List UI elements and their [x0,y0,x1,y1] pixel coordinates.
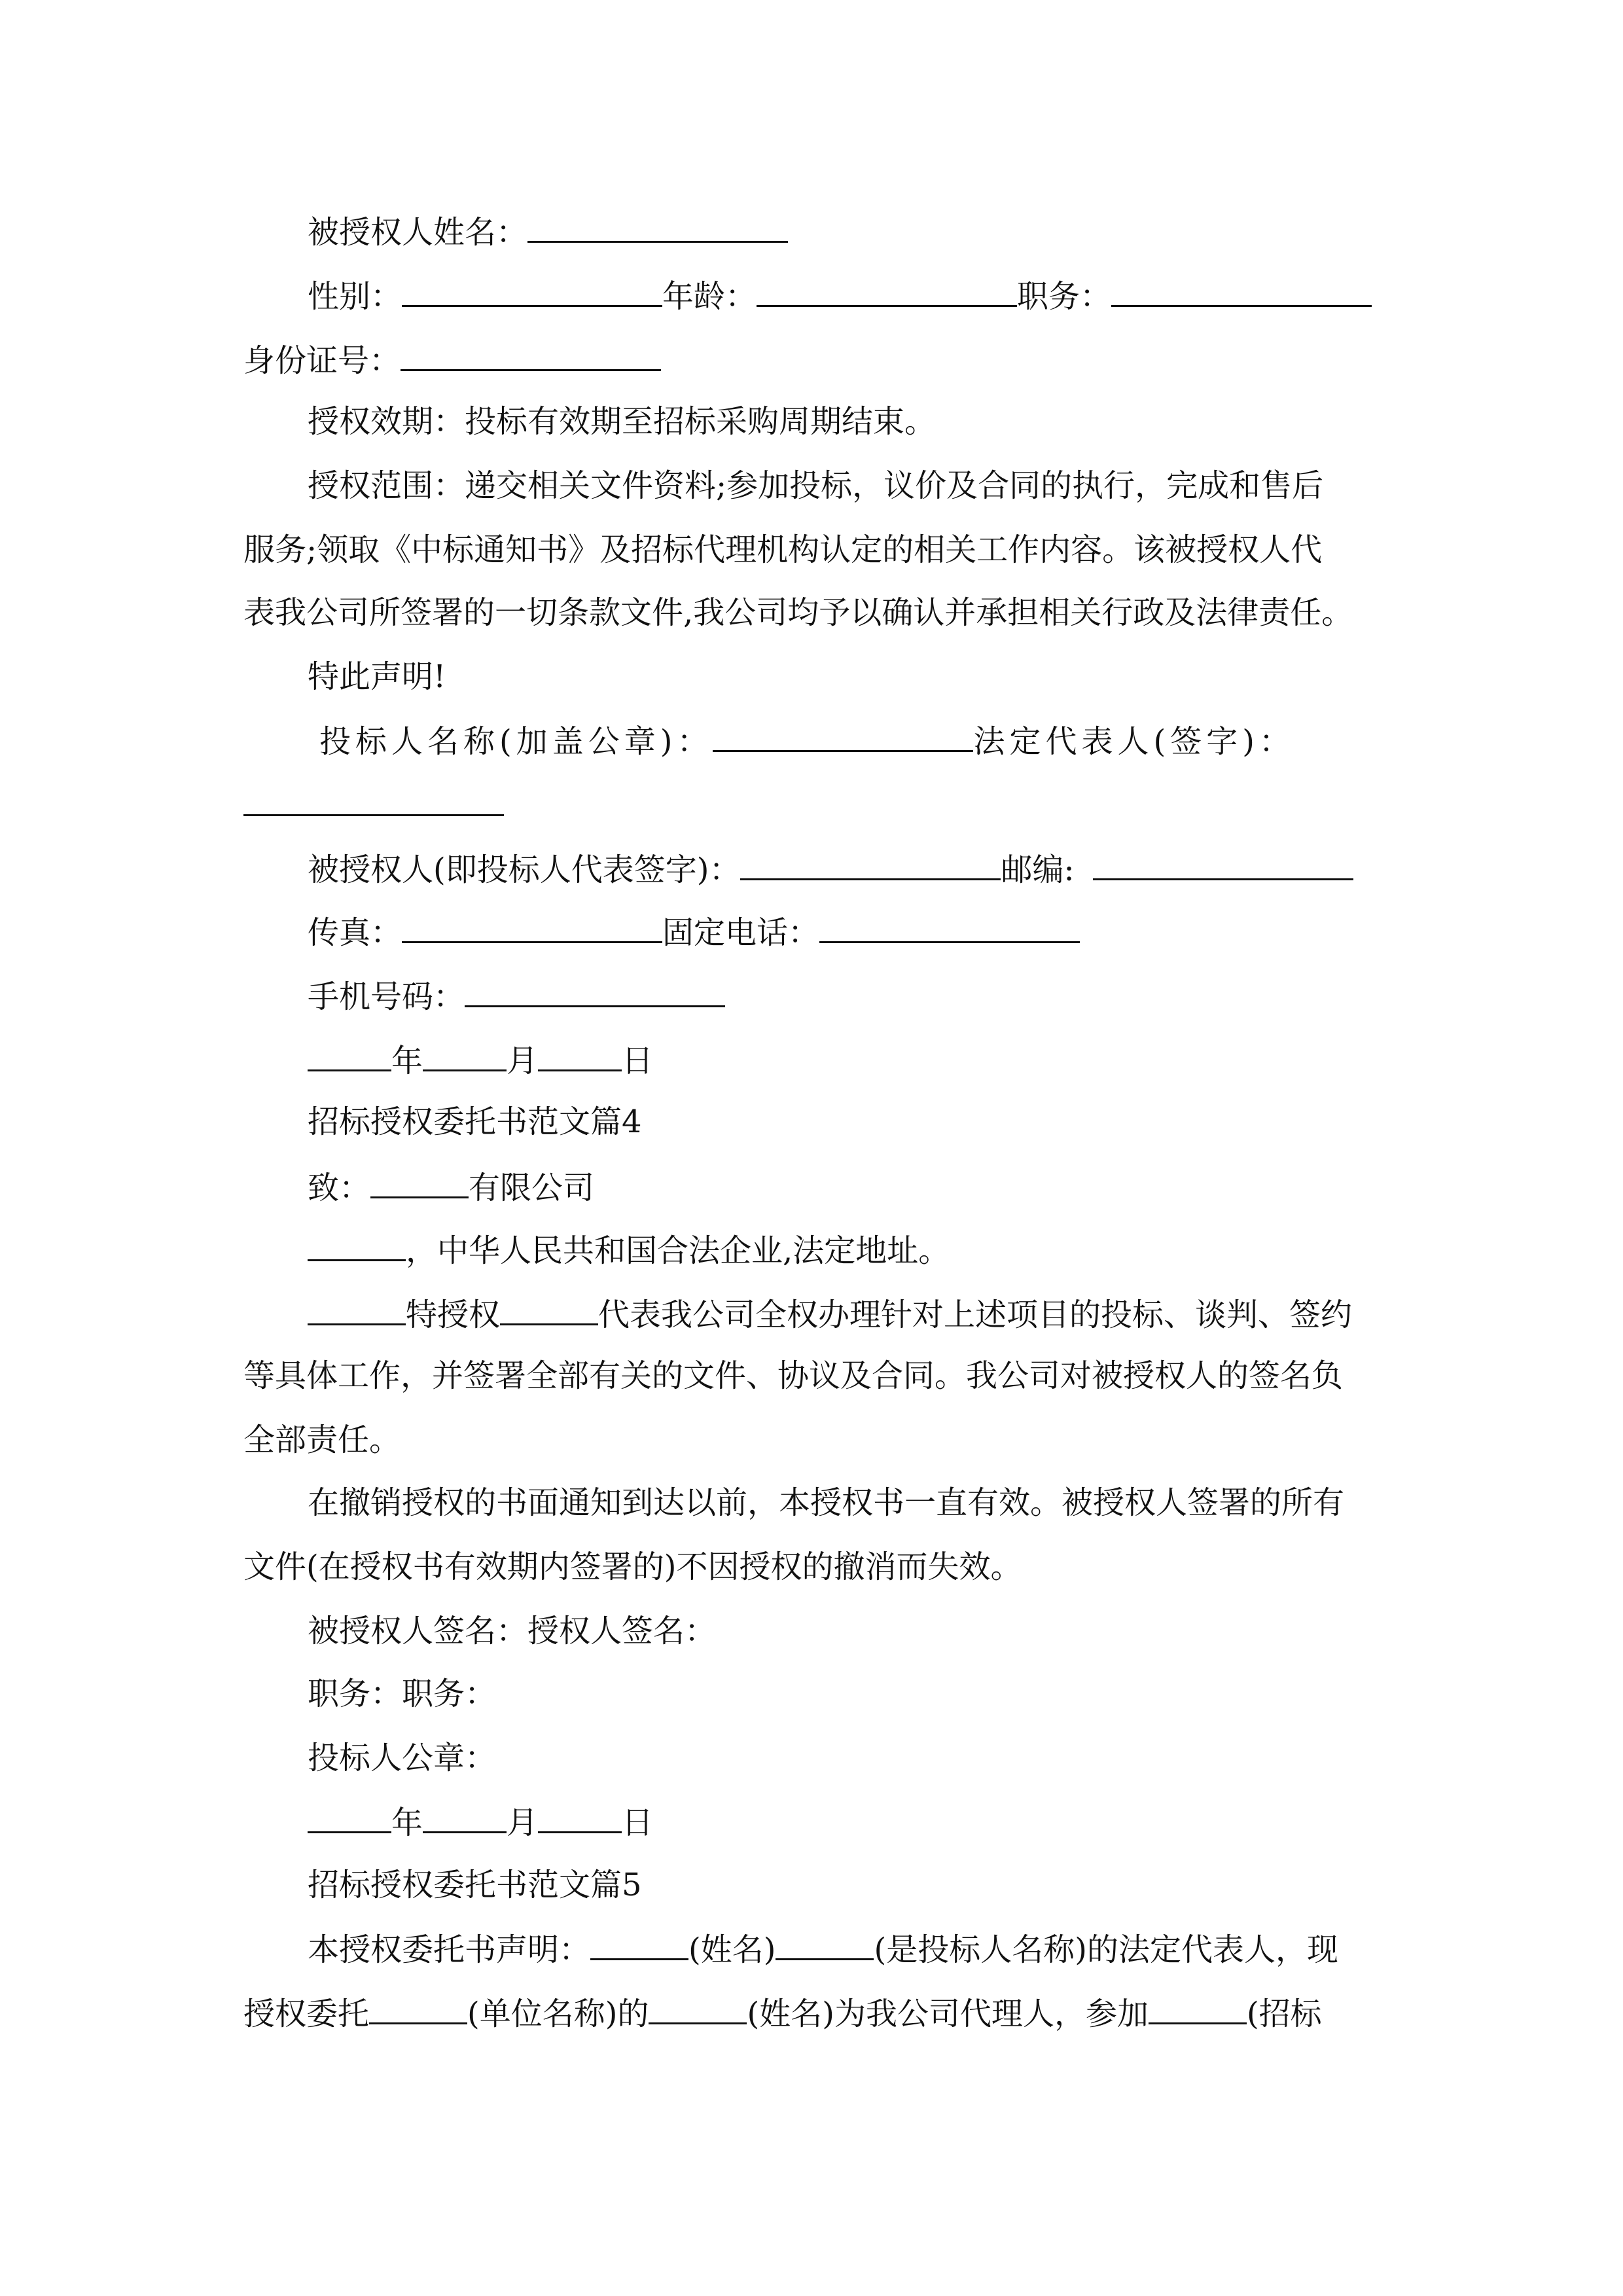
age-blank [757,275,1017,307]
position-blank [1111,275,1372,307]
gender-age-position-line [308,275,1372,316]
year-label-2: 年 [391,1804,423,1841]
scope-line-1: 授权范围：递交相关文件资料;参加投标，议价及合同的执行，完成和售后 [308,467,1324,504]
mobile-blank [465,975,725,1007]
company-blank [370,1166,469,1198]
year-label: 年 [391,1043,423,1079]
scope-line-2: 服务;领取《中标通知书》及招标代理机构认定的相关工作内容。该被授权人代 [243,531,1323,568]
s5-blank-5 [1149,1992,1247,2024]
year-blank-2 [308,1801,391,1833]
s5-l2-c: (姓名)为我公司代理人，参加 [747,1996,1149,2032]
grantee-blank [500,1293,598,1325]
authorize-line-3: 全部责任。 [243,1422,401,1458]
addressee-label: 致： [308,1170,371,1206]
agent-name-blank [527,211,788,243]
authorize-word: 特授权 [406,1297,501,1333]
id-number-blank [401,339,661,371]
postcode-blank [1093,848,1353,880]
day-label: 日 [622,1043,654,1079]
company-name-blank [308,1229,406,1261]
company-legal-line [308,1229,950,1270]
addressee-line [308,1166,594,1208]
validity-line: 授权效期：投标有效期至招标采购周期结束。 [308,403,936,440]
agent-name-label: 被授权人姓名： [308,214,528,251]
s5-blank-1 [590,1928,688,1960]
day-blank [538,1039,622,1071]
agent-sign-postcode-line [308,848,1353,889]
month-blank [423,1039,507,1071]
postcode-label: 邮编: [1001,852,1075,888]
position-label: 职务： [1017,278,1112,315]
grantor-blank [308,1293,406,1325]
signature-line: 被授权人签名：授权人签名： [308,1613,717,1649]
s5-l1-a: 本授权委托书声明： [308,1931,591,1968]
legal-rep-blank [243,784,504,816]
s5-l2-a: 授权委托 [243,1996,370,2032]
month-blank-2 [423,1801,507,1833]
age-label: 年龄： [662,278,757,315]
phone-blank [819,911,1080,943]
gender-blank [402,275,662,307]
s5-blank-4 [649,1992,747,2024]
s5-l1-b: (姓名) [688,1931,776,1968]
section-4-heading: 招标授权委托书范文篇4 [308,1103,642,1140]
agent-name-line [308,211,788,252]
mobile-line [308,975,725,1016]
bidder-seal-line-2: 投标人公章： [308,1740,497,1776]
id-number-line [243,339,661,380]
date-line-2 [308,1801,653,1842]
section-5-heading: 招标授权委托书范文篇5 [308,1867,642,1903]
s5-l2-d: (招标 [1246,1996,1322,2032]
company-suffix: 有限公司 [469,1170,595,1206]
bidder-seal-blank [713,720,973,752]
authorize-text: 代表我公司全权办理针对上述项目的投标、谈判、签约 [598,1297,1353,1333]
legal-rep-blank-line [243,784,504,825]
s5-l1-c: (是投标人名称)的法定代表人，现 [874,1931,1338,1968]
declaration-line: 特此声明! [308,658,446,695]
position-line: 职务：职务： [308,1676,497,1712]
authorize-line-1 [308,1293,1352,1335]
bidder-seal-line [319,720,1295,761]
scope-line-3: 表我公司所签署的一切条款文件,我公司均予以确认并承担相关行政及法律责任。 [243,594,1353,631]
bidder-seal-label: 投标人名称(加盖公章)： [319,723,713,760]
phone-label: 固定电话： [662,914,820,951]
legal-rep-label: 法定代表人(签字)： [973,723,1295,760]
s5-blank-2 [776,1928,874,1960]
s5-blank-3 [369,1992,467,2024]
s5-l2-b: (单位名称)的 [467,1996,649,2032]
company-legal-text: ，中华人民共和国合法企业,法定地址。 [406,1232,950,1269]
date-line-1 [308,1039,653,1081]
fax-label: 传真： [308,914,402,951]
year-blank [308,1039,391,1071]
validity-para-line-1: 在撤销授权的书面通知到达以前，本授权书一直有效。被授权人签署的所有 [308,1484,1345,1521]
agent-sign-label: 被授权人(即投标人代表签字)： [308,852,741,888]
mobile-label: 手机号码： [308,978,465,1015]
day-blank-2 [538,1801,622,1833]
section-5-line-1 [308,1928,1338,1969]
id-number-label: 身份证号： [243,342,401,379]
validity-para-line-2: 文件(在授权书有效期内签署的)不因授权的撤消而失效。 [243,1549,1022,1585]
section-5-line-2 [243,1992,1322,2034]
fax-blank [402,911,662,943]
month-label: 月 [507,1043,539,1079]
month-label-2: 月 [507,1804,539,1841]
agent-sign-blank [740,848,1001,880]
fax-phone-line [308,911,1080,952]
gender-label: 性别： [308,278,402,315]
authorize-line-2: 等具体工作，并签署全部有关的文件、协议及合同。我公司对被授权人的签名负 [243,1357,1344,1394]
day-label-2: 日 [622,1804,654,1841]
